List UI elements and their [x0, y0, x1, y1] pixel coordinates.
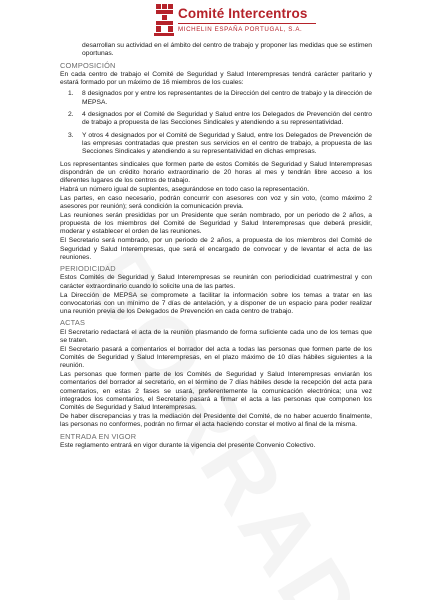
- paragraph: Las reuniones serán presididas por un Presidente que serán nombrado, por un periodo de 2 años, a propuesta de los miembros del Comité de Seguridad y Salud Interempresas que deberá presidir, moderar y establecer el orden de las reuniones.: [60, 211, 372, 236]
- list-number: 3.: [68, 131, 74, 139]
- heading-periodicidad: PERIODICIDAD: [60, 264, 116, 274]
- list-item: [60, 90, 372, 107]
- paragraph: El Secretario pasará a comentarios el borrador del acta a todas las personas que formen parte de los Comités de Seguridad y Salud Interempresas, en el plazo máximo de 10 días hábiles siguientes a la reunión.: [60, 345, 372, 370]
- paragraph: Las partes, en caso necesario, podrán concurrir con asesores con voz y sin voto, (como máximo 2 asesores por reunión); será condición la comunicación previa.: [60, 194, 372, 211]
- heading-actas: ACTAS: [60, 318, 86, 328]
- list-item-text: 8 designados por y entre los representantes de la Dirección del centro de trabajo y la dirección de MEPSA.: [82, 90, 372, 106]
- list-item: [60, 132, 372, 157]
- paragraph: Las personas que formen parte de los Comités de Seguridad y Salud Interempresas enviarán los comentarios del borrador al secretario, en el término de 7 días hábiles desde la recepción del acta para comentarios, en estas 2 fases se usará, preferentemente la comunicación electrónica; una vez integrados los comentarios, el Secretario pasará a firmar el acta a las personas que componen los Comités de Seguridad y Salud Interempresas.: [60, 371, 372, 412]
- list-item: [60, 111, 372, 128]
- document-body: [60, 42, 372, 451]
- heading-entrada-en-vigor: ENTRADA EN VIGOR: [60, 431, 137, 441]
- list-number: 2.: [68, 111, 74, 119]
- paragraph: Estos Comités de Seguridad y Salud Interempresas se reunirán con periodicidad cuatrimestral y con carácter extraordinario cuando lo solicite una de las partes.: [60, 274, 372, 290]
- logo-divider: [178, 23, 316, 24]
- company-logo: [154, 4, 424, 38]
- paragraph: Los representantes sindicales que formen parte de estos Comités de Seguridad y Salud Interempresas dispondrán de un crédito horario extraordinario de 20 horas al mes y tendrán libre acceso a los diferentes lugares de los centros de trabajo.: [60, 160, 372, 185]
- list-number: 1.: [68, 90, 74, 98]
- paragraph: En cada centro de trabajo el Comité de Seguridad y Salud Interempresas tendrá carácter paritario y estará formado por un máximo de 16 miembros de los cuales:: [60, 70, 372, 87]
- paragraph: El Secretario redactará el acta de la reunión plasmando de forma suficiente cada uno de los temas que se traten.: [60, 328, 372, 344]
- paragraph: De haber discrepancias y tras la mediación del Presidente del Comité, de no haber acuerdo finalmente, las personas no conformes, podrán no firmar el acta haciendo constar el motivo al final de la misma.: [60, 413, 372, 429]
- list-item-text: Y otros 4 designados por el Comité de Seguridad y Salud, entre los Delegados de Prevención de las empresas contratadas que presten sus servicios en el centro de trabajo, a propuesta de las Secciones Sindicales y atendiendo a su representatividad en dichas empresas.: [82, 131, 372, 156]
- paragraph: El Secretario será nombrado, por un periodo de 2 años, a propuesta de los miembros del Comité de Seguridad y Salud Interempresas, que será el encargado de convocar y de levantar el acta de las reuniones.: [60, 237, 372, 261]
- composition-list: [60, 90, 372, 156]
- logo-mark-icon: [154, 4, 174, 36]
- paragraph: Este reglamento entrará en vigor durante la vigencia del presente Convenio Colectivo.: [60, 442, 316, 450]
- logo-title: Comité Intercentros: [178, 6, 308, 21]
- paragraph: La Dirección de MEPSA se compromete a facilitar la información sobre los temas a tratar en las convocatorias con un mínimo de 7 días de antelación, y a disponer de un espacio para poder realizar una reunión previa de los Delegados de Prevención en cada centro de trabajo.: [60, 291, 372, 316]
- intro-continuation: desarrollan su actividad en el ámbito del centro de trabajo y proponer las medidas que se estimen oportunas.: [82, 42, 372, 58]
- heading-composicion: COMPOSICIÓN: [60, 60, 116, 70]
- list-item-text: 4 designados por el Comité de Seguridad y Salud entre los Delegados de Prevención del centro de trabajo a propuesta de las Secciones Sindicales y atendiendo a su representatividad.: [82, 111, 372, 127]
- paragraph: Habrá un número igual de suplentes, asegurándose en todo caso la representación.: [60, 185, 310, 193]
- logo-subtitle: MICHELIN ESPAÑA PORTUGAL, S.A.: [178, 26, 303, 33]
